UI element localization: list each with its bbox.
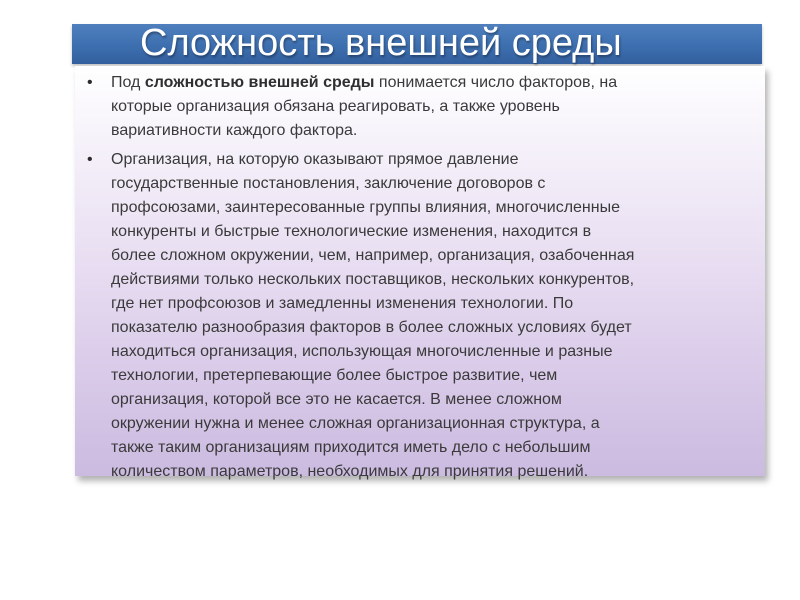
bullet-text — [111, 148, 766, 484]
text-line: технологии, претерпевающие более быстрое развитие, чем — [111, 367, 558, 384]
text-line: показателю разнообразия факторов в более сложных условиях будет — [111, 319, 632, 336]
text-line: конкуренты и быстрые технологические изменения, находится в — [111, 223, 592, 240]
text-line: находиться организация, использующая многочисленные и разные — [111, 343, 613, 360]
text-line: также таким организациям приходится иметь дело с небольшим — [111, 439, 591, 456]
text-segment: понимается число факторов, на — [374, 74, 618, 91]
text-line: вариативности каждого фактора. — [111, 122, 358, 139]
text-segment: Под — [111, 74, 145, 91]
content-box — [75, 66, 765, 480]
text-line: профсоюзами, заинтересованные группы влияния, многочисленные — [111, 199, 620, 216]
text-line: количеством параметров, необходимых для принятия решений. — [111, 463, 589, 480]
bullet-dot-icon: • — [87, 151, 93, 168]
text-line: окружении нужна и менее сложная организационная структура, а — [111, 415, 600, 432]
text-line: где нет профсоюзов и замедленны изменения технологии. По — [111, 295, 574, 312]
text-line: государственные постановления, заключение договоров с — [111, 175, 546, 192]
text-line: организация, которой все это не касается. В менее сложном — [111, 391, 562, 408]
text-line: которые организация обязана реагировать, а также уровень — [111, 98, 560, 115]
bullet-dot-icon: • — [87, 74, 93, 91]
text-line: Организация, на которую оказывают прямое давление — [111, 151, 519, 168]
text-line: более сложном окружении, чем, например, организация, озабоченная — [111, 247, 635, 264]
bold-term: сложностью внешней среды — [144, 74, 375, 91]
text-line: действиями только нескольких поставщиков, нескольких конкурентов, — [111, 271, 635, 288]
text-line — [111, 71, 766, 95]
bullet-text — [111, 71, 766, 143]
slide-title: Сложность внешней среды — [140, 22, 622, 64]
